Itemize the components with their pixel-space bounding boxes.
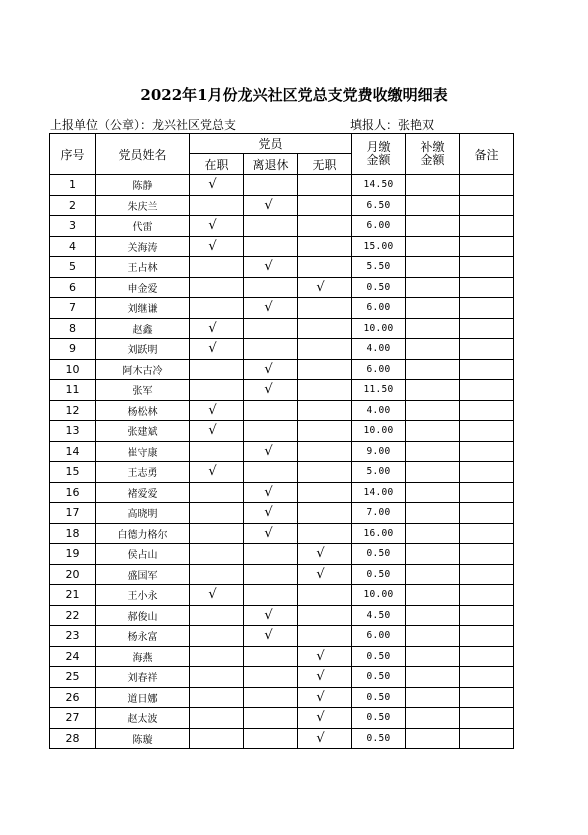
status-active-cell <box>190 544 244 565</box>
header-remarks: 备注 <box>460 134 514 175</box>
monthly-amount: 14.50 <box>352 175 406 196</box>
table-row <box>50 585 514 606</box>
row-number: 22 <box>50 605 96 626</box>
remarks-cell <box>460 441 514 462</box>
remarks-cell <box>460 195 514 216</box>
member-name: 杨松林 <box>96 400 190 421</box>
status-unemployed-cell <box>298 339 352 360</box>
check-mark-icon: √ <box>264 525 273 541</box>
status-retired-cell <box>244 482 298 503</box>
table-row <box>50 359 514 380</box>
remarks-cell <box>460 339 514 360</box>
member-name: 陈静 <box>96 175 190 196</box>
row-number: 18 <box>50 523 96 544</box>
supplementary-amount <box>406 605 460 626</box>
row-number: 20 <box>50 564 96 585</box>
member-name: 申金爱 <box>96 277 190 298</box>
remarks-cell <box>460 400 514 421</box>
status-unemployed-cell <box>298 728 352 749</box>
status-unemployed-cell <box>298 626 352 647</box>
status-active-cell <box>190 359 244 380</box>
supplementary-amount <box>406 687 460 708</box>
status-active-cell <box>190 585 244 606</box>
status-retired-cell <box>244 175 298 196</box>
supplementary-amount <box>406 544 460 565</box>
table-row <box>50 236 514 257</box>
supplementary-amount <box>406 564 460 585</box>
member-name: 海燕 <box>96 646 190 667</box>
row-number: 3 <box>50 216 96 237</box>
remarks-cell <box>460 257 514 278</box>
table-body <box>50 175 514 749</box>
header-active: 在职 <box>190 154 244 175</box>
check-mark-icon: √ <box>264 443 273 459</box>
member-name: 侯占山 <box>96 544 190 565</box>
status-unemployed-cell <box>298 646 352 667</box>
remarks-cell <box>460 298 514 319</box>
status-retired-cell <box>244 236 298 257</box>
supplementary-amount <box>406 195 460 216</box>
table-row <box>50 298 514 319</box>
status-active-cell <box>190 605 244 626</box>
header-monthly-amount <box>352 134 406 175</box>
status-active-cell <box>190 646 244 667</box>
row-number: 2 <box>50 195 96 216</box>
status-retired-cell <box>244 503 298 524</box>
monthly-amount: 5.50 <box>352 257 406 278</box>
table-row <box>50 667 514 688</box>
monthly-amount: 15.00 <box>352 236 406 257</box>
table-row <box>50 462 514 483</box>
table-row <box>50 646 514 667</box>
row-number: 15 <box>50 462 96 483</box>
monthly-amount: 11.50 <box>352 380 406 401</box>
status-active-cell <box>190 667 244 688</box>
table-row <box>50 175 514 196</box>
header-retired: 离退休 <box>244 154 298 175</box>
remarks-cell <box>460 728 514 749</box>
status-active-cell <box>190 236 244 257</box>
table-row <box>50 728 514 749</box>
member-name: 代雷 <box>96 216 190 237</box>
supplementary-amount <box>406 400 460 421</box>
remarks-cell <box>460 482 514 503</box>
member-name: 盛国军 <box>96 564 190 585</box>
status-unemployed-cell <box>298 523 352 544</box>
check-mark-icon: √ <box>316 710 325 726</box>
status-active-cell <box>190 175 244 196</box>
row-number: 19 <box>50 544 96 565</box>
status-unemployed-cell <box>298 175 352 196</box>
member-name: 王志勇 <box>96 462 190 483</box>
monthly-amount: 0.50 <box>352 728 406 749</box>
table-row <box>50 687 514 708</box>
member-name: 杨永富 <box>96 626 190 647</box>
check-mark-icon: √ <box>316 279 325 295</box>
filled-by: 填报人：张艳双 <box>350 118 435 132</box>
monthly-amount: 0.50 <box>352 667 406 688</box>
status-retired-cell <box>244 257 298 278</box>
status-active-cell <box>190 626 244 647</box>
status-retired-cell <box>244 277 298 298</box>
status-active-cell <box>190 462 244 483</box>
row-number: 17 <box>50 503 96 524</box>
status-retired-cell <box>244 605 298 626</box>
header-supp-line1: 补缴 <box>420 140 445 154</box>
header-monthly-line1: 月缴 <box>366 140 391 154</box>
row-number: 8 <box>50 318 96 339</box>
remarks-cell <box>460 359 514 380</box>
status-active-cell <box>190 441 244 462</box>
supplementary-amount <box>406 236 460 257</box>
header-monthly-line2: 金额 <box>366 153 391 167</box>
status-unemployed-cell <box>298 277 352 298</box>
table-row <box>50 564 514 585</box>
supplementary-amount <box>406 482 460 503</box>
status-unemployed-cell <box>298 216 352 237</box>
monthly-amount: 0.50 <box>352 708 406 729</box>
supplementary-amount <box>406 277 460 298</box>
document-title: 2022年1月份龙兴社区党总支党费收缴明细表 <box>140 86 448 104</box>
check-mark-icon: √ <box>208 341 217 357</box>
table-row <box>50 257 514 278</box>
check-mark-icon: √ <box>316 566 325 582</box>
monthly-amount: 4.50 <box>352 605 406 626</box>
remarks-cell <box>460 462 514 483</box>
status-retired-cell <box>244 298 298 319</box>
status-active-cell <box>190 482 244 503</box>
table-row <box>50 421 514 442</box>
member-name: 白德力格尔 <box>96 523 190 544</box>
supplementary-amount <box>406 708 460 729</box>
status-unemployed-cell <box>298 708 352 729</box>
status-unemployed-cell <box>298 318 352 339</box>
table-row <box>50 195 514 216</box>
status-active-cell <box>190 687 244 708</box>
status-retired-cell <box>244 667 298 688</box>
status-retired-cell <box>244 318 298 339</box>
table-row <box>50 216 514 237</box>
status-unemployed-cell <box>298 400 352 421</box>
status-retired-cell <box>244 421 298 442</box>
monthly-amount: 10.00 <box>352 318 406 339</box>
row-number: 25 <box>50 667 96 688</box>
row-number: 1 <box>50 175 96 196</box>
check-mark-icon: √ <box>208 423 217 439</box>
row-number: 16 <box>50 482 96 503</box>
row-number: 23 <box>50 626 96 647</box>
check-mark-icon: √ <box>208 402 217 418</box>
remarks-cell <box>460 564 514 585</box>
header-name: 党员姓名 <box>96 134 190 175</box>
status-retired-cell <box>244 564 298 585</box>
check-mark-icon: √ <box>208 464 217 480</box>
check-mark-icon: √ <box>316 546 325 562</box>
member-name: 王占林 <box>96 257 190 278</box>
status-unemployed-cell <box>298 482 352 503</box>
status-unemployed-cell <box>298 441 352 462</box>
monthly-amount: 0.50 <box>352 646 406 667</box>
row-number: 21 <box>50 585 96 606</box>
table-row <box>50 400 514 421</box>
check-mark-icon: √ <box>316 689 325 705</box>
status-active-cell <box>190 564 244 585</box>
row-number: 11 <box>50 380 96 401</box>
table-row <box>50 605 514 626</box>
status-unemployed-cell <box>298 298 352 319</box>
remarks-cell <box>460 236 514 257</box>
member-name: 关海涛 <box>96 236 190 257</box>
header-supplementary-amount <box>406 134 460 175</box>
status-retired-cell <box>244 339 298 360</box>
dues-table <box>49 133 514 749</box>
check-mark-icon: √ <box>208 218 217 234</box>
check-mark-icon: √ <box>264 300 273 316</box>
row-number: 4 <box>50 236 96 257</box>
monthly-amount: 4.00 <box>352 400 406 421</box>
status-active-cell <box>190 298 244 319</box>
supplementary-amount <box>406 216 460 237</box>
monthly-amount: 6.00 <box>352 359 406 380</box>
status-active-cell <box>190 523 244 544</box>
supplementary-amount <box>406 503 460 524</box>
status-unemployed-cell <box>298 421 352 442</box>
remarks-cell <box>460 708 514 729</box>
check-mark-icon: √ <box>264 259 273 275</box>
row-number: 27 <box>50 708 96 729</box>
status-active-cell <box>190 195 244 216</box>
supplementary-amount <box>406 728 460 749</box>
status-retired-cell <box>244 195 298 216</box>
monthly-amount: 7.00 <box>352 503 406 524</box>
status-active-cell <box>190 421 244 442</box>
supplementary-amount <box>406 667 460 688</box>
table-row <box>50 482 514 503</box>
table-row <box>50 441 514 462</box>
row-number: 5 <box>50 257 96 278</box>
member-name: 刘继谦 <box>96 298 190 319</box>
table-row <box>50 523 514 544</box>
remarks-cell <box>460 380 514 401</box>
monthly-amount: 5.00 <box>352 462 406 483</box>
row-number: 26 <box>50 687 96 708</box>
status-active-cell <box>190 708 244 729</box>
status-unemployed-cell <box>298 585 352 606</box>
supplementary-amount <box>406 462 460 483</box>
supplementary-amount <box>406 339 460 360</box>
member-name: 张建斌 <box>96 421 190 442</box>
supplementary-amount <box>406 359 460 380</box>
check-mark-icon: √ <box>264 607 273 623</box>
row-number: 14 <box>50 441 96 462</box>
monthly-amount: 10.00 <box>352 421 406 442</box>
status-retired-cell <box>244 462 298 483</box>
monthly-amount: 0.50 <box>352 544 406 565</box>
monthly-amount: 4.00 <box>352 339 406 360</box>
check-mark-icon: √ <box>208 177 217 193</box>
member-name: 阿木古冷 <box>96 359 190 380</box>
status-unemployed-cell <box>298 359 352 380</box>
check-mark-icon: √ <box>264 361 273 377</box>
remarks-cell <box>460 318 514 339</box>
monthly-amount: 0.50 <box>352 277 406 298</box>
check-mark-icon: √ <box>208 320 217 336</box>
monthly-amount: 0.50 <box>352 564 406 585</box>
status-retired-cell <box>244 216 298 237</box>
monthly-amount: 6.50 <box>352 195 406 216</box>
reporting-unit: 上报单位（公章）：龙兴社区党总支 <box>50 118 237 132</box>
remarks-cell <box>460 523 514 544</box>
status-unemployed-cell <box>298 257 352 278</box>
row-number: 12 <box>50 400 96 421</box>
monthly-amount: 6.00 <box>352 216 406 237</box>
status-unemployed-cell <box>298 544 352 565</box>
supplementary-amount <box>406 421 460 442</box>
table-row <box>50 339 514 360</box>
member-name: 张军 <box>96 380 190 401</box>
row-number: 6 <box>50 277 96 298</box>
remarks-cell <box>460 646 514 667</box>
member-name: 赵太波 <box>96 708 190 729</box>
status-retired-cell <box>244 708 298 729</box>
check-mark-icon: √ <box>208 238 217 254</box>
status-unemployed-cell <box>298 380 352 401</box>
row-number: 10 <box>50 359 96 380</box>
status-retired-cell <box>244 380 298 401</box>
status-unemployed-cell <box>298 667 352 688</box>
monthly-amount: 0.50 <box>352 687 406 708</box>
status-active-cell <box>190 318 244 339</box>
member-name: 刘春祥 <box>96 667 190 688</box>
check-mark-icon: √ <box>316 648 325 664</box>
status-unemployed-cell <box>298 687 352 708</box>
status-active-cell <box>190 503 244 524</box>
header-seq: 序号 <box>50 134 96 175</box>
member-name: 高晓明 <box>96 503 190 524</box>
row-number: 13 <box>50 421 96 442</box>
status-active-cell <box>190 728 244 749</box>
supplementary-amount <box>406 318 460 339</box>
remarks-cell <box>460 667 514 688</box>
check-mark-icon: √ <box>264 505 273 521</box>
check-mark-icon: √ <box>264 628 273 644</box>
remarks-cell <box>460 503 514 524</box>
member-name: 郝俊山 <box>96 605 190 626</box>
monthly-amount: 16.00 <box>352 523 406 544</box>
status-unemployed-cell <box>298 605 352 626</box>
status-active-cell <box>190 380 244 401</box>
remarks-cell <box>460 687 514 708</box>
status-unemployed-cell <box>298 236 352 257</box>
monthly-amount: 9.00 <box>352 441 406 462</box>
status-active-cell <box>190 257 244 278</box>
remarks-cell <box>460 626 514 647</box>
remarks-cell <box>460 216 514 237</box>
row-number: 7 <box>50 298 96 319</box>
table-row <box>50 318 514 339</box>
status-retired-cell <box>244 400 298 421</box>
supplementary-amount <box>406 585 460 606</box>
member-name: 道日娜 <box>96 687 190 708</box>
table-row <box>50 503 514 524</box>
member-name: 刘跃明 <box>96 339 190 360</box>
status-active-cell <box>190 400 244 421</box>
table-row <box>50 708 514 729</box>
remarks-cell <box>460 544 514 565</box>
status-unemployed-cell <box>298 462 352 483</box>
row-number: 9 <box>50 339 96 360</box>
monthly-amount: 6.00 <box>352 626 406 647</box>
monthly-amount: 14.00 <box>352 482 406 503</box>
status-active-cell <box>190 277 244 298</box>
supplementary-amount <box>406 441 460 462</box>
status-retired-cell <box>244 687 298 708</box>
header-unemployed: 无职 <box>298 154 352 175</box>
status-unemployed-cell <box>298 195 352 216</box>
remarks-cell <box>460 175 514 196</box>
member-name: 王小永 <box>96 585 190 606</box>
monthly-amount: 6.00 <box>352 298 406 319</box>
member-name: 陈璇 <box>96 728 190 749</box>
table-row <box>50 277 514 298</box>
supplementary-amount <box>406 380 460 401</box>
check-mark-icon: √ <box>264 197 273 213</box>
check-mark-icon: √ <box>264 382 273 398</box>
status-retired-cell <box>244 441 298 462</box>
member-name: 朱庆兰 <box>96 195 190 216</box>
status-active-cell <box>190 216 244 237</box>
table-row <box>50 544 514 565</box>
status-active-cell <box>190 339 244 360</box>
status-retired-cell <box>244 626 298 647</box>
remarks-cell <box>460 585 514 606</box>
check-mark-icon: √ <box>316 730 325 746</box>
remarks-cell <box>460 277 514 298</box>
remarks-cell <box>460 605 514 626</box>
check-mark-icon: √ <box>208 587 217 603</box>
supplementary-amount <box>406 646 460 667</box>
row-number: 24 <box>50 646 96 667</box>
header-member: 党员 <box>190 134 352 154</box>
member-name: 赵鑫 <box>96 318 190 339</box>
supplementary-amount <box>406 626 460 647</box>
status-retired-cell <box>244 359 298 380</box>
status-retired-cell <box>244 585 298 606</box>
status-retired-cell <box>244 523 298 544</box>
check-mark-icon: √ <box>264 484 273 500</box>
supplementary-amount <box>406 257 460 278</box>
monthly-amount: 10.00 <box>352 585 406 606</box>
table-row <box>50 380 514 401</box>
table-row <box>50 626 514 647</box>
status-retired-cell <box>244 728 298 749</box>
supplementary-amount <box>406 523 460 544</box>
status-unemployed-cell <box>298 564 352 585</box>
row-number: 28 <box>50 728 96 749</box>
member-name: 崔守康 <box>96 441 190 462</box>
supplementary-amount <box>406 175 460 196</box>
status-retired-cell <box>244 646 298 667</box>
member-name: 褚爱爱 <box>96 482 190 503</box>
check-mark-icon: √ <box>316 669 325 685</box>
remarks-cell <box>460 421 514 442</box>
status-unemployed-cell <box>298 503 352 524</box>
status-retired-cell <box>244 544 298 565</box>
header-supp-line2: 金额 <box>420 153 445 167</box>
supplementary-amount <box>406 298 460 319</box>
